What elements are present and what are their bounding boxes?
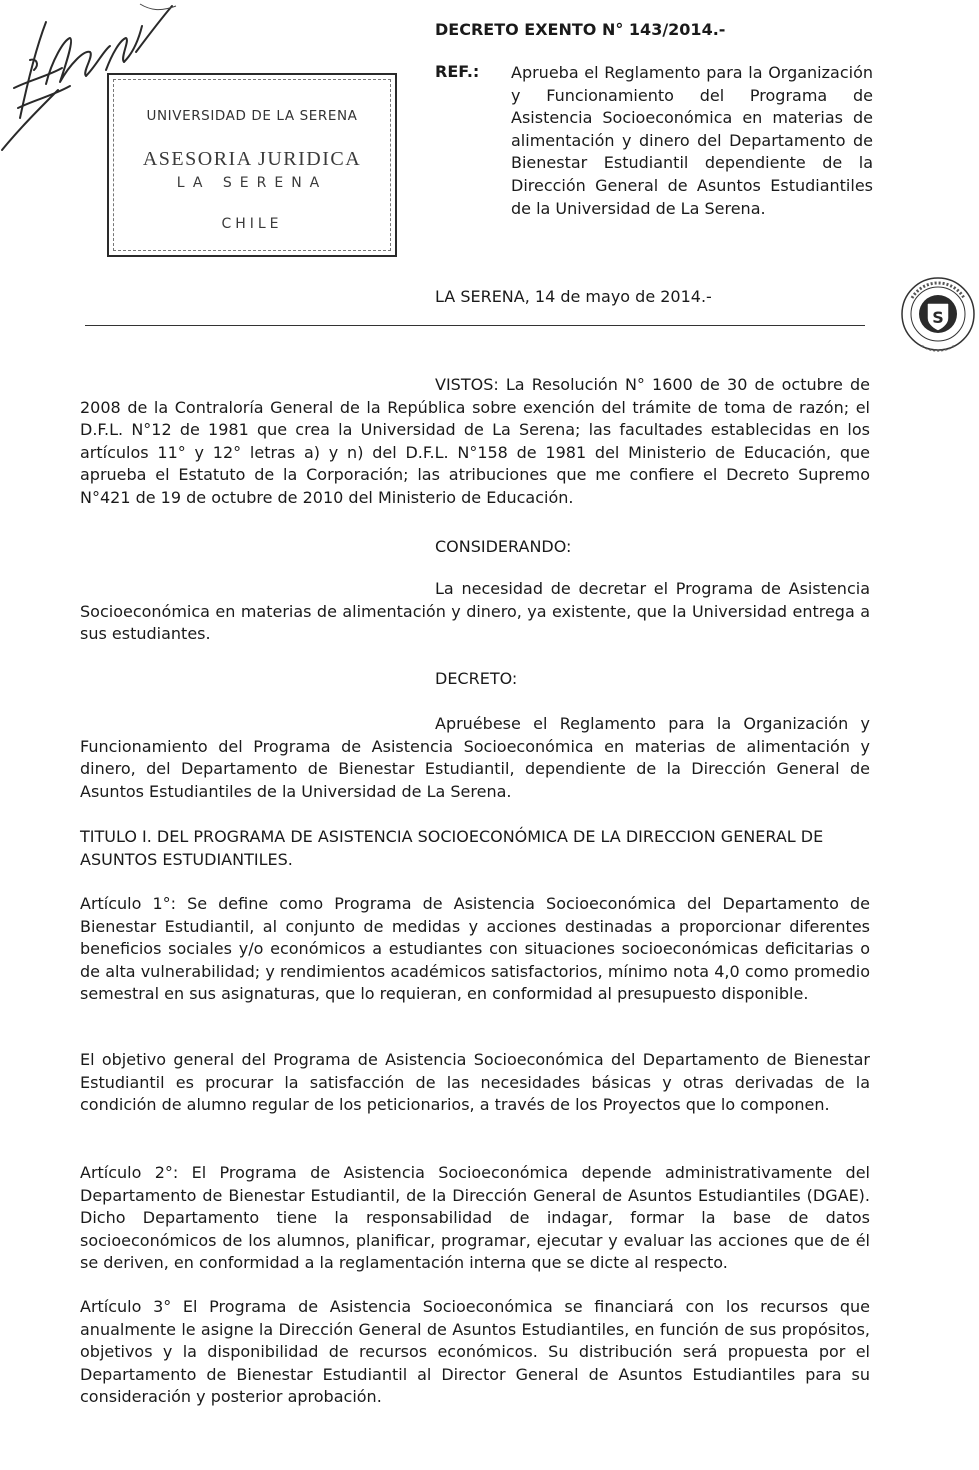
- date-line: LA SERENA, 14 de mayo de 2014.-: [435, 287, 712, 306]
- vistos-paragraph: VISTOS: La Resolución N° 1600 de 30 de octubre de 2008 de la Contraloría General de la República sobre exención del trámite de toma de razón; el D.F.L. N°12 de 1981 que crea la Universidad de La Serena; las facultades establecidas en los artículos 11° y 12° letras a) y n) del D.F.L. N°158 de 1981 del Ministerio de Educación, que aprueba el Estatuto de la Corporación; las atribuciones que me confiere el Decreto Supremo N°421 de 19 de octubre de 2010 del Ministerio de Educación.: [80, 375, 870, 507]
- ref-text: Aprueba el Reglamento para la Organización y Funcionamiento del Programa de Asistencia Socioeconómica en materias de alimentación y dinero del Departamento de Bienestar Estudiantil dependiente de la Dirección General de Asuntos Estudiantiles de la Universidad de La Serena.: [511, 63, 873, 218]
- legal-office-stamp: [107, 73, 397, 257]
- decreto-heading: DECRETO:: [435, 669, 518, 688]
- decree-title: DECRETO EXENTO N° 143/2014.-: [435, 20, 726, 39]
- university-seal: [900, 272, 976, 360]
- title-i-heading: TITULO I. DEL PROGRAMA DE ASISTENCIA SOCIOECONÓMICA DE LA DIRECCION GENERAL DE ASUNTOS ESTUDIANTILES.: [80, 827, 824, 869]
- decreto-paragraph: Apruébese el Reglamento para la Organización y Funcionamiento del Programa de Asistencia Socioeconómica en materias de alimentación y dinero, del Departamento de Bienestar Estudiantil, dependiente de la Dirección General de Asuntos Estudiantiles de la Universidad de La Serena.: [80, 714, 870, 801]
- considerando-heading: CONSIDERANDO:: [435, 537, 572, 556]
- article-1-paragraph: Artículo 1°: Se define como Programa de Asistencia Socioeconómica del Departamento de Bienestar Estudiantil, al conjunto de medidas y acciones destinadas a proporcionar diferentes beneficios sociales y/o económicos a estudiantes con situaciones socioeconómicas deficitarias o de alta vulnerabilidad; y rendimientos académicos satisfactorios, mínimo nota 4,0 como promedio semestral en sus asignaturas, que lo requieran, en conformidad al presupuesto disponible.: [80, 894, 870, 1004]
- considerando-paragraph: La necesidad de decretar el Programa de Asistencia Socioeconómica en materias de alimentación y dinero, ya existente, que la Universidad entrega a sus estudiantes.: [80, 579, 870, 644]
- svg-text:S: S: [932, 308, 944, 327]
- stamp-country: CHILE: [221, 216, 283, 232]
- ref-label: REF.:: [435, 62, 480, 81]
- horizontal-rule: [85, 325, 865, 326]
- stamp-city: LA SERENA: [176, 175, 328, 191]
- article-2-paragraph: Artículo 2°: El Programa de Asistencia Socioeconómica depende administrativamente del Departamento de Bienestar Estudiantil, de la Dirección General de Asuntos Estudiantiles (DGAE). Dicho Departamento tiene la responsabilidad de indagar, formar la base de datos socioeconómicos de los alumnos, planificar, programar, ejecutar y evaluar las acciones que de él se deriven, en conformidad a la reglamentación interna que se dicte al respecto.: [80, 1163, 870, 1273]
- stamp-office: ASESORIA JURIDICA: [142, 148, 362, 170]
- article-3-paragraph: Artículo 3° El Programa de Asistencia Socioeconómica se financiará con los recursos que anualmente le asigne la Dirección General de Asuntos Estudiantiles, en función de sus propósitos, objetivos y la disponibilidad de recursos económicos. Su distribución será propuesta por el Departamento de Bienestar Estudiantil al Director General de Asuntos Estudiantiles para su consideración y posterior aprobación.: [80, 1297, 870, 1407]
- objective-paragraph: El objetivo general del Programa de Asistencia Socioeconómica del Departamento de Bienestar Estudiantil es procurar la satisfacción de las necesidades básicas y otras derivadas de la condición de alumno regular de los peticionarios, a través de los Proyectos que lo componen.: [80, 1050, 870, 1115]
- stamp-university: UNIVERSIDAD DE LA SERENA: [146, 108, 358, 124]
